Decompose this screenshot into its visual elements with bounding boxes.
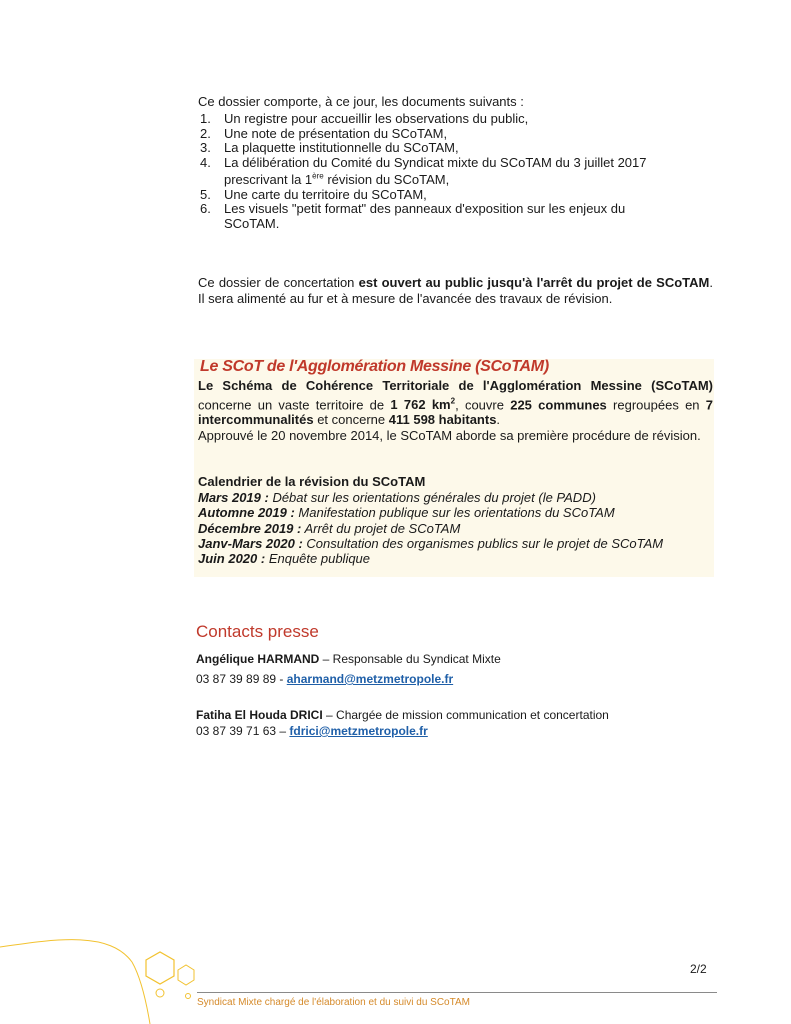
contact-name: Angélique HARMAND	[196, 652, 320, 666]
calendar-list	[198, 490, 718, 566]
scotam-box-title: Le SCoT de l'Agglomération Messine (SCoTAM)	[200, 358, 549, 375]
contact-email-link[interactable]: fdrici@metzmetropole.fr	[289, 724, 428, 738]
contact-card	[196, 707, 609, 739]
list-number: 5.	[200, 186, 211, 202]
calendar-item: Automne 2019 : Manifestation publique sur les orientations du SCoTAM	[198, 505, 615, 521]
document-list	[198, 112, 718, 231]
contact-phone: 03 87 39 71 63 –	[196, 724, 290, 738]
contact-name: Fatiha El Houda DRICI	[196, 708, 323, 722]
list-text: Un registre pour accueillir les observations du public,	[224, 111, 529, 126]
calendar-item: Mars 2019 : Débat sur les orientations générales du projet (le PADD)	[198, 490, 596, 505]
page-number: 2/2	[690, 962, 707, 976]
list-number: 4.	[200, 154, 211, 170]
list-number: 6.	[200, 201, 211, 217]
contacts-title: Contacts presse	[196, 622, 319, 641]
calendar-item: Décembre 2019 : Arrêt du projet de SCoTAM	[198, 520, 461, 536]
scotam-description: Le Schéma de Cohérence Territoriale de l'Agglomération Messine (SCoTAM) concerne un vaste territoire de 1 762 $km^2$, couvre 225 communes regroupées en 7 intercommunalités et concerne 411 598 habitants. Approuvé le 20 novembre 2014, le SCoTAM aborde sa première procédure de révision.	[198, 378, 714, 443]
list-number: 2.	[200, 125, 211, 141]
contact-role: – Chargée de mission communication et concertation	[322, 708, 609, 722]
calendar-item: Janv-Mars 2020 : Consultation des organismes publics sur le projet de SCoTAM	[198, 535, 664, 551]
list-item	[198, 188, 718, 203]
list-item	[198, 127, 718, 142]
footer-divider	[197, 992, 717, 993]
intro-text: Ce dossier comporte, à ce jour, les documents suivants :	[198, 94, 524, 109]
open-paragraph-bold: est ouvert au public jusqu'à l'arrêt du projet de SCoTAM	[358, 275, 710, 290]
list-item	[198, 112, 718, 127]
list-text: La plaquette institutionnelle du SCoTAM,	[224, 140, 459, 155]
list-text-continued: prescrivant la 1ère révision du SCoTAM,	[224, 172, 450, 188]
hexagon-ornament-icon	[0, 930, 220, 1024]
list-item	[198, 156, 718, 188]
list-text-continued: SCoTAM.	[224, 215, 280, 231]
contact-role: – Responsable du Syndicat Mixte	[319, 652, 501, 666]
contact-email-link[interactable]: aharmand@metzmetropole.fr	[286, 672, 454, 686]
approval-text: Approuvé le 20 novembre 2014, le SCoTAM aborde sa première procédure de révision.	[198, 427, 701, 443]
footer-text: Syndicat Mixte chargé de l'élaboration et du suivi du SCoTAM	[197, 997, 470, 1008]
calendar-item: Juin 2020 : Enquête publique	[198, 551, 371, 567]
superscript: ère	[312, 172, 324, 181]
open-paragraph: Ce dossier de concertation est ouvert au public jusqu'à l'arrêt du projet de SCoTAM. Il sera alimenté au fur et à mesure de l'avancée des travaux de révision.	[198, 275, 713, 306]
list-number: 3.	[200, 140, 211, 155]
contact-phone: 03 87 39 89 89 -	[196, 672, 287, 686]
list-text: La délibération du Comité du Syndicat mixte du SCoTAM du 3 juillet 2017	[224, 154, 647, 170]
list-item	[198, 141, 718, 156]
list-text: Une note de présentation du SCoTAM,	[224, 125, 448, 141]
contact-card	[196, 651, 501, 687]
calendar-title: Calendrier de la révision du SCoTAM	[198, 474, 426, 489]
list-item	[198, 202, 718, 231]
list-text: Les visuels "petit format" des panneaux d'exposition sur les enjeux du	[224, 201, 626, 217]
list-number: 1.	[200, 111, 211, 126]
list-text: Une carte du territoire du SCoTAM,	[224, 186, 427, 202]
